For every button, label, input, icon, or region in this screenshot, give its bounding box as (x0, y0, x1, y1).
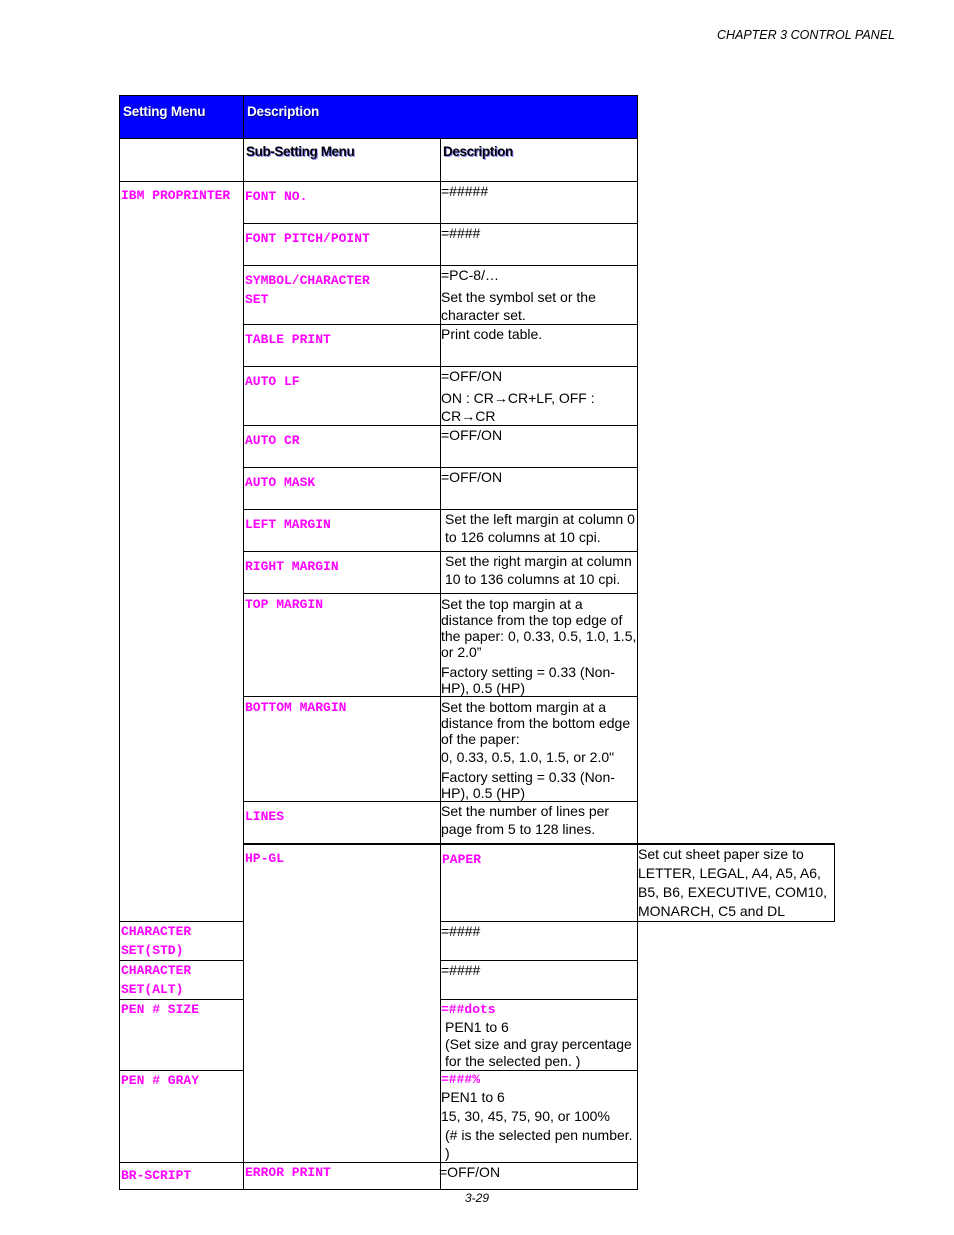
table-row (120, 1070, 835, 1162)
description-text: =OFF/ON (439, 1163, 501, 1180)
description-cell (441, 510, 638, 552)
description-cell (441, 960, 638, 999)
sub-setting-cell (120, 960, 244, 999)
sub-setting-auto-cr: AUTO CR (245, 433, 300, 448)
description-text: ON : CR→CR+LF, OFF : CR→CR (441, 390, 595, 424)
description-cell (441, 224, 638, 266)
description-cell (441, 367, 638, 426)
table-row (120, 960, 835, 999)
sub-setting-bottom-margin: BOTTOM MARGIN (245, 700, 347, 715)
description-text: Set the bottom margin at a distance from the bottom edge of the paper: (441, 699, 631, 747)
group-hp-gl: HP-GL (245, 850, 285, 866)
sub-setting-left-margin: LEFT MARGIN (245, 517, 331, 532)
sub-setting-error-print: ERROR PRINT (245, 1164, 331, 1180)
description-cell (441, 921, 638, 960)
description-cell (441, 182, 638, 224)
sub-setting-auto-mask: AUTO MASK (245, 475, 316, 490)
group-br-script: BR-SCRIPT (121, 1167, 192, 1183)
subheader-description: Description (443, 144, 513, 159)
description-value: =##dots (441, 1001, 496, 1017)
group-ibm-proprinter: IBM PROPRINTER (121, 188, 231, 203)
description-text: =#### (441, 922, 481, 939)
sub-setting-cell (244, 367, 441, 426)
subheader-empty-cell (120, 139, 244, 182)
description-text: Set the right margin at column 10 to 136 columns at 10 cpi. (445, 553, 632, 587)
sub-setting-right-margin: RIGHT MARGIN (245, 559, 339, 574)
description-text: 15, 30, 45, 75, 90, or 100% (441, 1107, 610, 1124)
sub-setting-cell (244, 552, 441, 594)
description-text: Set the symbol set or the character set. (441, 289, 596, 323)
description-cell (441, 1162, 638, 1189)
description-text: Set the number of lines per page from 5 to 128 lines. (441, 803, 610, 837)
description-text: 0, 0.33, 0.5, 1.0, 1.5, or 2.0" (441, 749, 615, 765)
subheader-row (120, 139, 835, 182)
sub-setting-cell (120, 921, 244, 960)
sub-setting-lines: LINES (245, 809, 285, 824)
description-text: (Set size and gray percentage for the selected pen. ) (445, 1035, 632, 1069)
description-text: =##### (441, 183, 489, 199)
description-text: =OFF/ON (441, 427, 503, 443)
chapter-header: CHAPTER 3 CONTROL PANEL (716, 28, 895, 42)
group-cell-brscript (120, 1162, 244, 1189)
sub-setting-cell (244, 325, 441, 367)
group-cell-hpgl (244, 844, 441, 1163)
description-text: PEN1 to 6 (445, 1018, 509, 1035)
sub-setting-cell (244, 182, 441, 224)
sub-setting-font-pitch: FONT PITCH/POINT (245, 231, 370, 246)
sub-setting-cell (244, 510, 441, 552)
sub-setting-cell (244, 266, 441, 325)
table-row (120, 999, 835, 1070)
sub-setting-cell (244, 468, 441, 510)
description-text: Factory setting = 0.33 (Non-HP), 0.5 (HP) (441, 769, 615, 801)
sub-setting-font-no: FONT NO. (245, 189, 308, 204)
description-text: =#### (441, 225, 481, 241)
description-cell (441, 999, 638, 1070)
sub-setting-cell (244, 697, 441, 802)
description-text: =#### (441, 961, 481, 978)
table-header-row (120, 96, 835, 139)
description-text: =PC-8/… (441, 267, 499, 283)
description-text: Set cut sheet paper size to LETTER, LEGAL, A4, A5, A6, B5, B6, EXECUTIVE, COM10, MONARCH, C5 and DL (638, 845, 828, 919)
table-row (120, 1162, 835, 1189)
sub-setting-cell (244, 802, 441, 844)
subheader-cell-sub-setting (244, 139, 441, 182)
description-cell (441, 697, 638, 802)
description-cell (441, 325, 638, 367)
header-description: Description (247, 104, 320, 119)
sub-setting-cell (244, 224, 441, 266)
description-text: Set the left margin at column 0 to 126 columns at 10 cpi. (445, 511, 635, 545)
sub-setting-pen-size: PEN # SIZE (121, 1001, 200, 1017)
description-cell (441, 1070, 638, 1162)
description-cell (441, 426, 638, 468)
description-value: =###% (441, 1071, 481, 1087)
sub-setting-top-margin: TOP MARGIN (245, 597, 324, 612)
sub-setting-character-set-std: CHARACTER SET(STD) (121, 923, 192, 958)
description-cell (441, 594, 638, 697)
description-text: (# is the selected pen number. ) (445, 1126, 633, 1161)
description-text: Factory setting = 0.33 (Non-HP), 0.5 (HP) (441, 664, 615, 696)
description-cell (441, 468, 638, 510)
sub-setting-cell (120, 1070, 244, 1162)
sub-setting-cell (441, 844, 638, 922)
table-row (120, 182, 835, 224)
sub-setting-cell (244, 1162, 441, 1189)
group-cell-ibm (120, 182, 244, 922)
setting-menu-table (119, 95, 835, 1190)
description-text: =OFF/ON (441, 469, 503, 485)
header-cell-description (244, 96, 638, 139)
sub-setting-character-set-alt: CHARACTER SET(ALT) (121, 962, 192, 997)
sub-setting-table-print: TABLE PRINT (245, 332, 331, 347)
sub-setting-cell (244, 594, 441, 697)
table-row (120, 921, 835, 960)
header-cell-setting-menu (120, 96, 244, 139)
sub-setting-symbol-character-set: SYMBOL/CHARACTER SET (245, 273, 370, 307)
sub-setting-auto-lf: AUTO LF (245, 374, 300, 389)
sub-setting-pen-gray: PEN # GRAY (121, 1072, 200, 1088)
description-cell (638, 844, 835, 922)
description-text: Set the top margin at a distance from the top edge of the paper: 0, 0.33, 0.5, 1.0, 1.5, or 2.0” (441, 596, 637, 660)
subheader-sub-setting-menu: Sub-Setting Menu (246, 144, 355, 159)
description-cell (441, 552, 638, 594)
header-setting-menu: Setting Menu (123, 104, 206, 119)
description-text: Print code table. (441, 326, 543, 342)
description-text: PEN1 to 6 (441, 1088, 505, 1105)
subheader-cell-description (441, 139, 638, 182)
sub-setting-paper: PAPER (442, 851, 482, 867)
description-text: =OFF/ON (441, 368, 503, 384)
description-cell (441, 802, 638, 844)
description-cell (441, 266, 638, 325)
page-number: 3-29 (464, 1191, 490, 1205)
sub-setting-cell (120, 999, 244, 1070)
sub-setting-cell (244, 426, 441, 468)
